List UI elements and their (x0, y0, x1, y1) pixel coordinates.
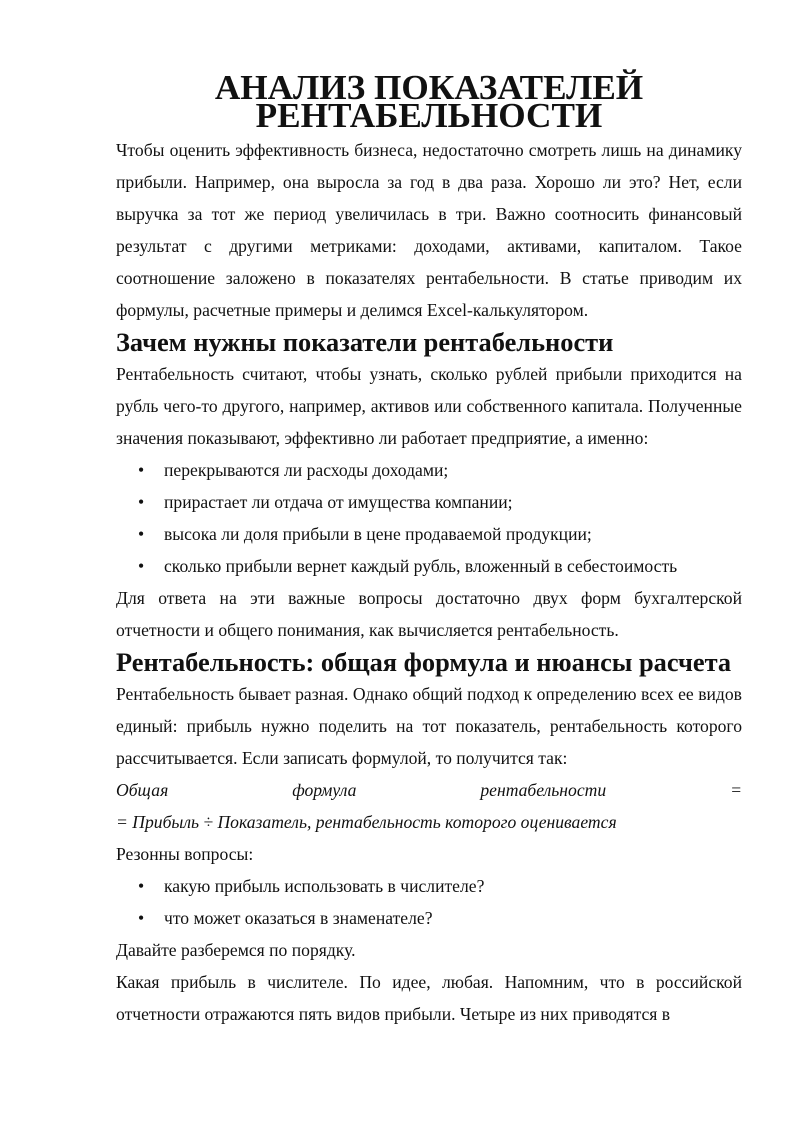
questions-intro: Резонны вопросы: (116, 844, 254, 864)
list-item: • сколько прибыли вернет каждый рубль, вложенный в себестоимость (164, 550, 742, 582)
document-page (116, 68, 742, 1030)
questions-bullet-list (116, 870, 742, 934)
list-item: • высока ли доля прибыли в цене продаваемой продукции; (164, 518, 742, 550)
purpose-closing-paragraph: Для ответа на эти важные вопросы достаточно двух форм бухгалтерской отчетности и общего понимания, как вычисляется рентабельность. (116, 588, 742, 640)
order-paragraph: Давайте разберемся по порядку. (116, 940, 356, 960)
formula-word: Общая (116, 780, 169, 800)
formula-word: формула (292, 780, 357, 800)
list-item: • что может оказаться в знаменателе? (164, 902, 742, 934)
formula-word: рентабельности (480, 780, 607, 800)
list-item: • какую прибыль использовать в числителе? (164, 870, 742, 902)
profit-paragraph: Какая прибыль в числителе. По идее, любая. Напомним, что в российской отчетности отражаются пять видов прибыли. Четыре из них приводятся в (116, 972, 742, 1024)
list-item: • перекрываются ли расходы доходами; (164, 454, 742, 486)
section-heading-purpose: Зачем нужны показатели рентабельности (116, 327, 614, 357)
formula-line (116, 774, 742, 806)
page-title: АНАЛИЗ ПОКАЗАТЕЛЕЙ РЕНТАБЕЛЬНОСТИ (214, 68, 644, 135)
purpose-bullet-list (116, 454, 742, 582)
list-item: • прирастает ли отдача от имущества компании; (164, 486, 742, 518)
section-heading-formula: Рентабельность: общая формула и нюансы расчета (116, 647, 732, 677)
purpose-paragraph: Рентабельность считают, чтобы узнать, сколько рублей прибыли приходится на рубль чего-то другого, например, активов или собственного капитала. Полученные значения показывают, эффективно ли работает предприятие, а именно: (116, 364, 742, 448)
formula-continuation: = Прибыль ÷ Показатель, рентабельность которого оценивается (116, 812, 617, 832)
intro-paragraph: Чтобы оценить эффективность бизнеса, недостаточно смотреть лишь на динамику прибыли. Например, она выросла за год в два раза. Хорошо ли это? Нет, если выручка за тот же период увеличилась в три. Важно соотносить финансовый результат с другими метриками: доходами, активами, капиталом. Такое соотношение заложено в показателях рентабельности. В статье приводим их формулы, расчетные примеры и делимся Excel-калькулятором. (116, 140, 742, 320)
formula-equals: = (730, 780, 742, 800)
formula-intro-paragraph: Рентабельность бывает разная. Однако общий подход к определению всех ее видов единый: прибыль нужно поделить на тот показатель, рентабельность которого рассчитывается. Если записать формулой, то получится так: (116, 684, 742, 768)
